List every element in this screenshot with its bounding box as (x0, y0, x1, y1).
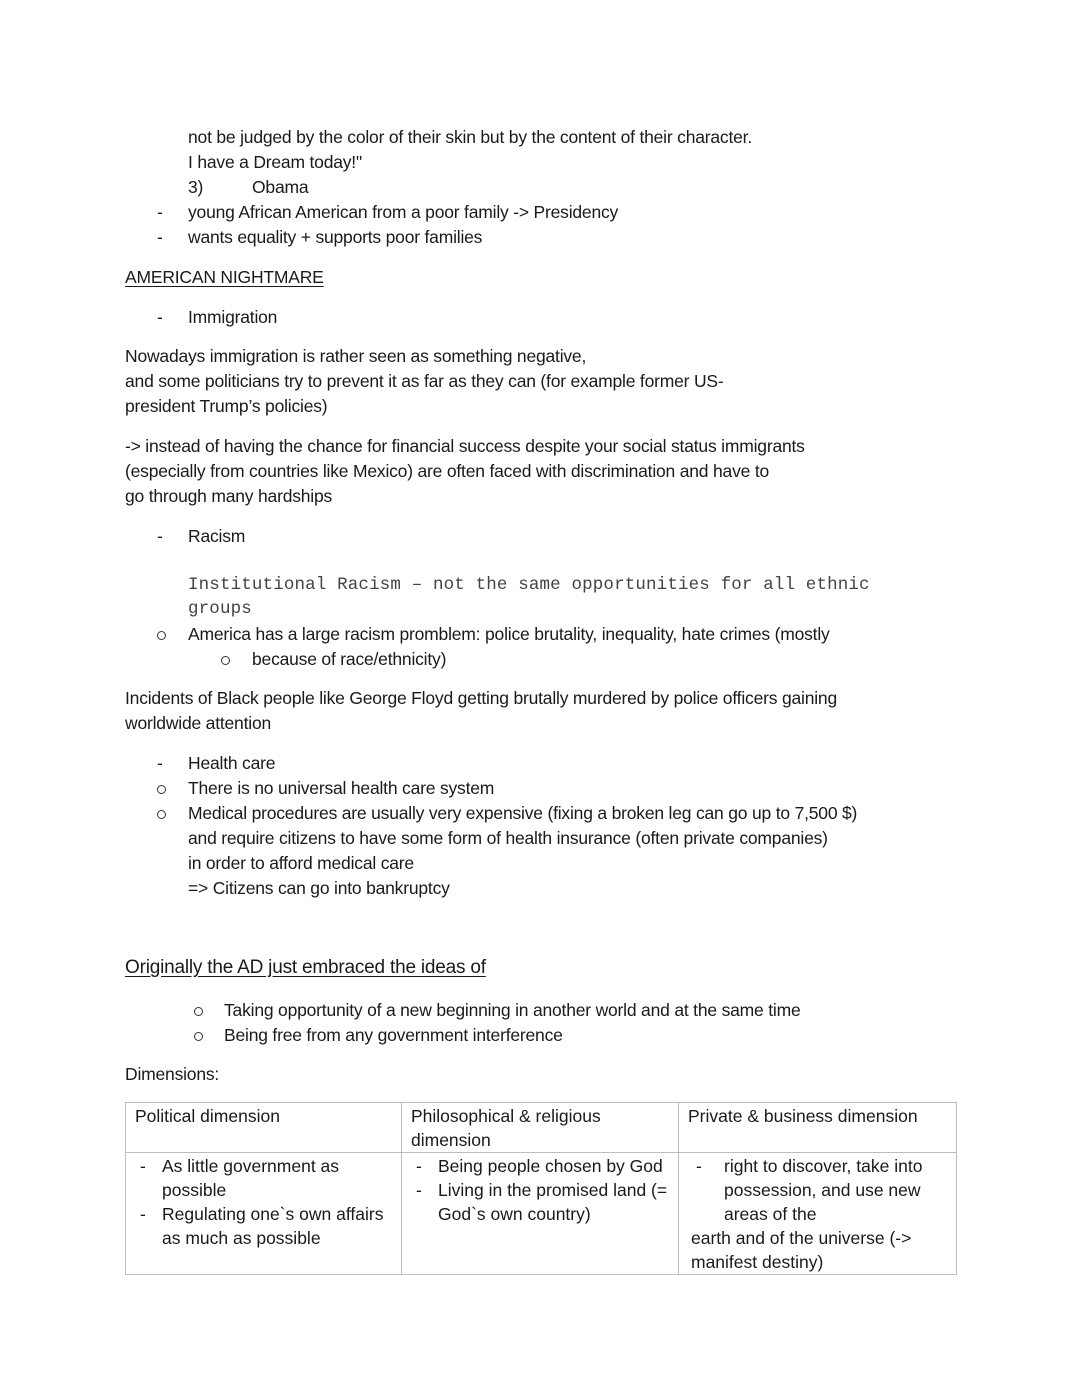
immigration-para2-line1: -> instead of having the chance for financial success despite your social status immigrants (125, 436, 805, 456)
list-item (135, 1154, 393, 1202)
religious-item-2: Living in the promised land (= God`s own country) (438, 1180, 668, 1224)
obama-number: 3) (188, 177, 204, 197)
obama-label: Obama (252, 177, 309, 197)
list-item (411, 1154, 670, 1178)
dash-bullet: - (140, 1204, 146, 1224)
business-continuation: earth and of the universe (-> manifest destiny) (691, 1228, 912, 1272)
racism-para-line2: worldwide attention (125, 713, 272, 733)
dash-bullet: - (416, 1156, 422, 1176)
racism-point: America has a large racism promblem: police brutality, inequality, hate crimes (mostly (188, 624, 830, 644)
table-row (126, 1153, 957, 1275)
political-item-2: Regulating one`s own affairs as much as possible (162, 1204, 384, 1248)
immigration-para1-line3: president Trump’s policies) (125, 396, 328, 416)
dash-bullet: - (157, 753, 163, 773)
circle-bullet-icon (157, 631, 166, 640)
health-point-1: There is no universal health care system (188, 778, 495, 798)
circle-bullet-icon (157, 810, 166, 819)
cell-religious (402, 1153, 679, 1275)
dimensions-table (125, 1102, 957, 1275)
dash-bullet: - (157, 202, 163, 222)
institutional-racism-line2: groups (188, 599, 252, 619)
quote-line-1: not be judged by the color of their skin but by the content of their character. (188, 127, 752, 147)
origin-point-2: Being free from any government interference (224, 1025, 563, 1045)
dash-bullet: - (140, 1156, 146, 1176)
topic-racism: Racism (188, 526, 246, 546)
dash-bullet: - (157, 227, 163, 247)
header-business: Private & business dimension (679, 1103, 957, 1153)
topic-health-care: Health care (188, 753, 276, 773)
header-religious: Philosophical & religious dimension (402, 1103, 679, 1153)
circle-bullet-icon (194, 1007, 203, 1016)
table-header-row (126, 1103, 957, 1153)
business-item-1: right to discover, take into possession, and use new areas of the (724, 1156, 923, 1224)
obama-point-2: wants equality + supports poor families (188, 227, 483, 247)
obama-point-1: young African American from a poor family -> Presidency (188, 202, 619, 222)
immigration-para2-line3: go through many hardships (125, 486, 333, 506)
section-heading-origin: Originally the AD just embraced the ideas of (125, 957, 486, 978)
list-item (135, 1202, 393, 1250)
health-point-2-line1: Medical procedures are usually very expensive (fixing a broken leg can go up to 7,500 $) (188, 803, 858, 823)
topic-immigration: Immigration (188, 307, 278, 327)
dimensions-label: Dimensions: (125, 1064, 220, 1084)
circle-bullet-icon (194, 1032, 203, 1041)
racism-subpoint: because of race/ethnicity) (252, 649, 447, 669)
list-item (411, 1178, 670, 1226)
health-point-2-line3: in order to afford medical care (188, 853, 414, 873)
origin-point-1: Taking opportunity of a new beginning in another world and at the same time (224, 1000, 801, 1020)
political-item-1: As little government as possible (162, 1156, 340, 1200)
dash-bullet: - (157, 526, 163, 546)
dash-bullet: - (416, 1180, 422, 1200)
immigration-para1-line2: and some politicians try to prevent it as far as they can (for example former US- (125, 371, 724, 391)
immigration-para1-line1: Nowadays immigration is rather seen as something negative, (125, 346, 587, 366)
health-point-2-line2: and require citizens to have some form of health insurance (often private companies) (188, 828, 828, 848)
institutional-racism-line1: Institutional Racism – not the same opportunities for all ethnic (188, 575, 870, 595)
racism-para-line1: Incidents of Black people like George Floyd getting brutally murdered by police officers gaining (125, 688, 837, 708)
dash-bullet: - (696, 1156, 702, 1176)
section-heading-nightmare: AMERICAN NIGHTMARE (125, 267, 324, 287)
cell-business (679, 1153, 957, 1275)
circle-bullet-icon (157, 785, 166, 794)
dash-bullet: - (157, 307, 163, 327)
health-point-2-line4: => Citizens can go into bankruptcy (188, 878, 450, 898)
quote-line-2: I have a Dream today!" (188, 152, 362, 172)
religious-item-1: Being people chosen by God (438, 1156, 663, 1176)
immigration-para2-line2: (especially from countries like Mexico) are often faced with discrimination and have to (125, 461, 770, 481)
header-political: Political dimension (126, 1103, 402, 1153)
cell-political (126, 1153, 402, 1275)
circle-bullet-icon (221, 656, 230, 665)
list-item (691, 1154, 948, 1226)
